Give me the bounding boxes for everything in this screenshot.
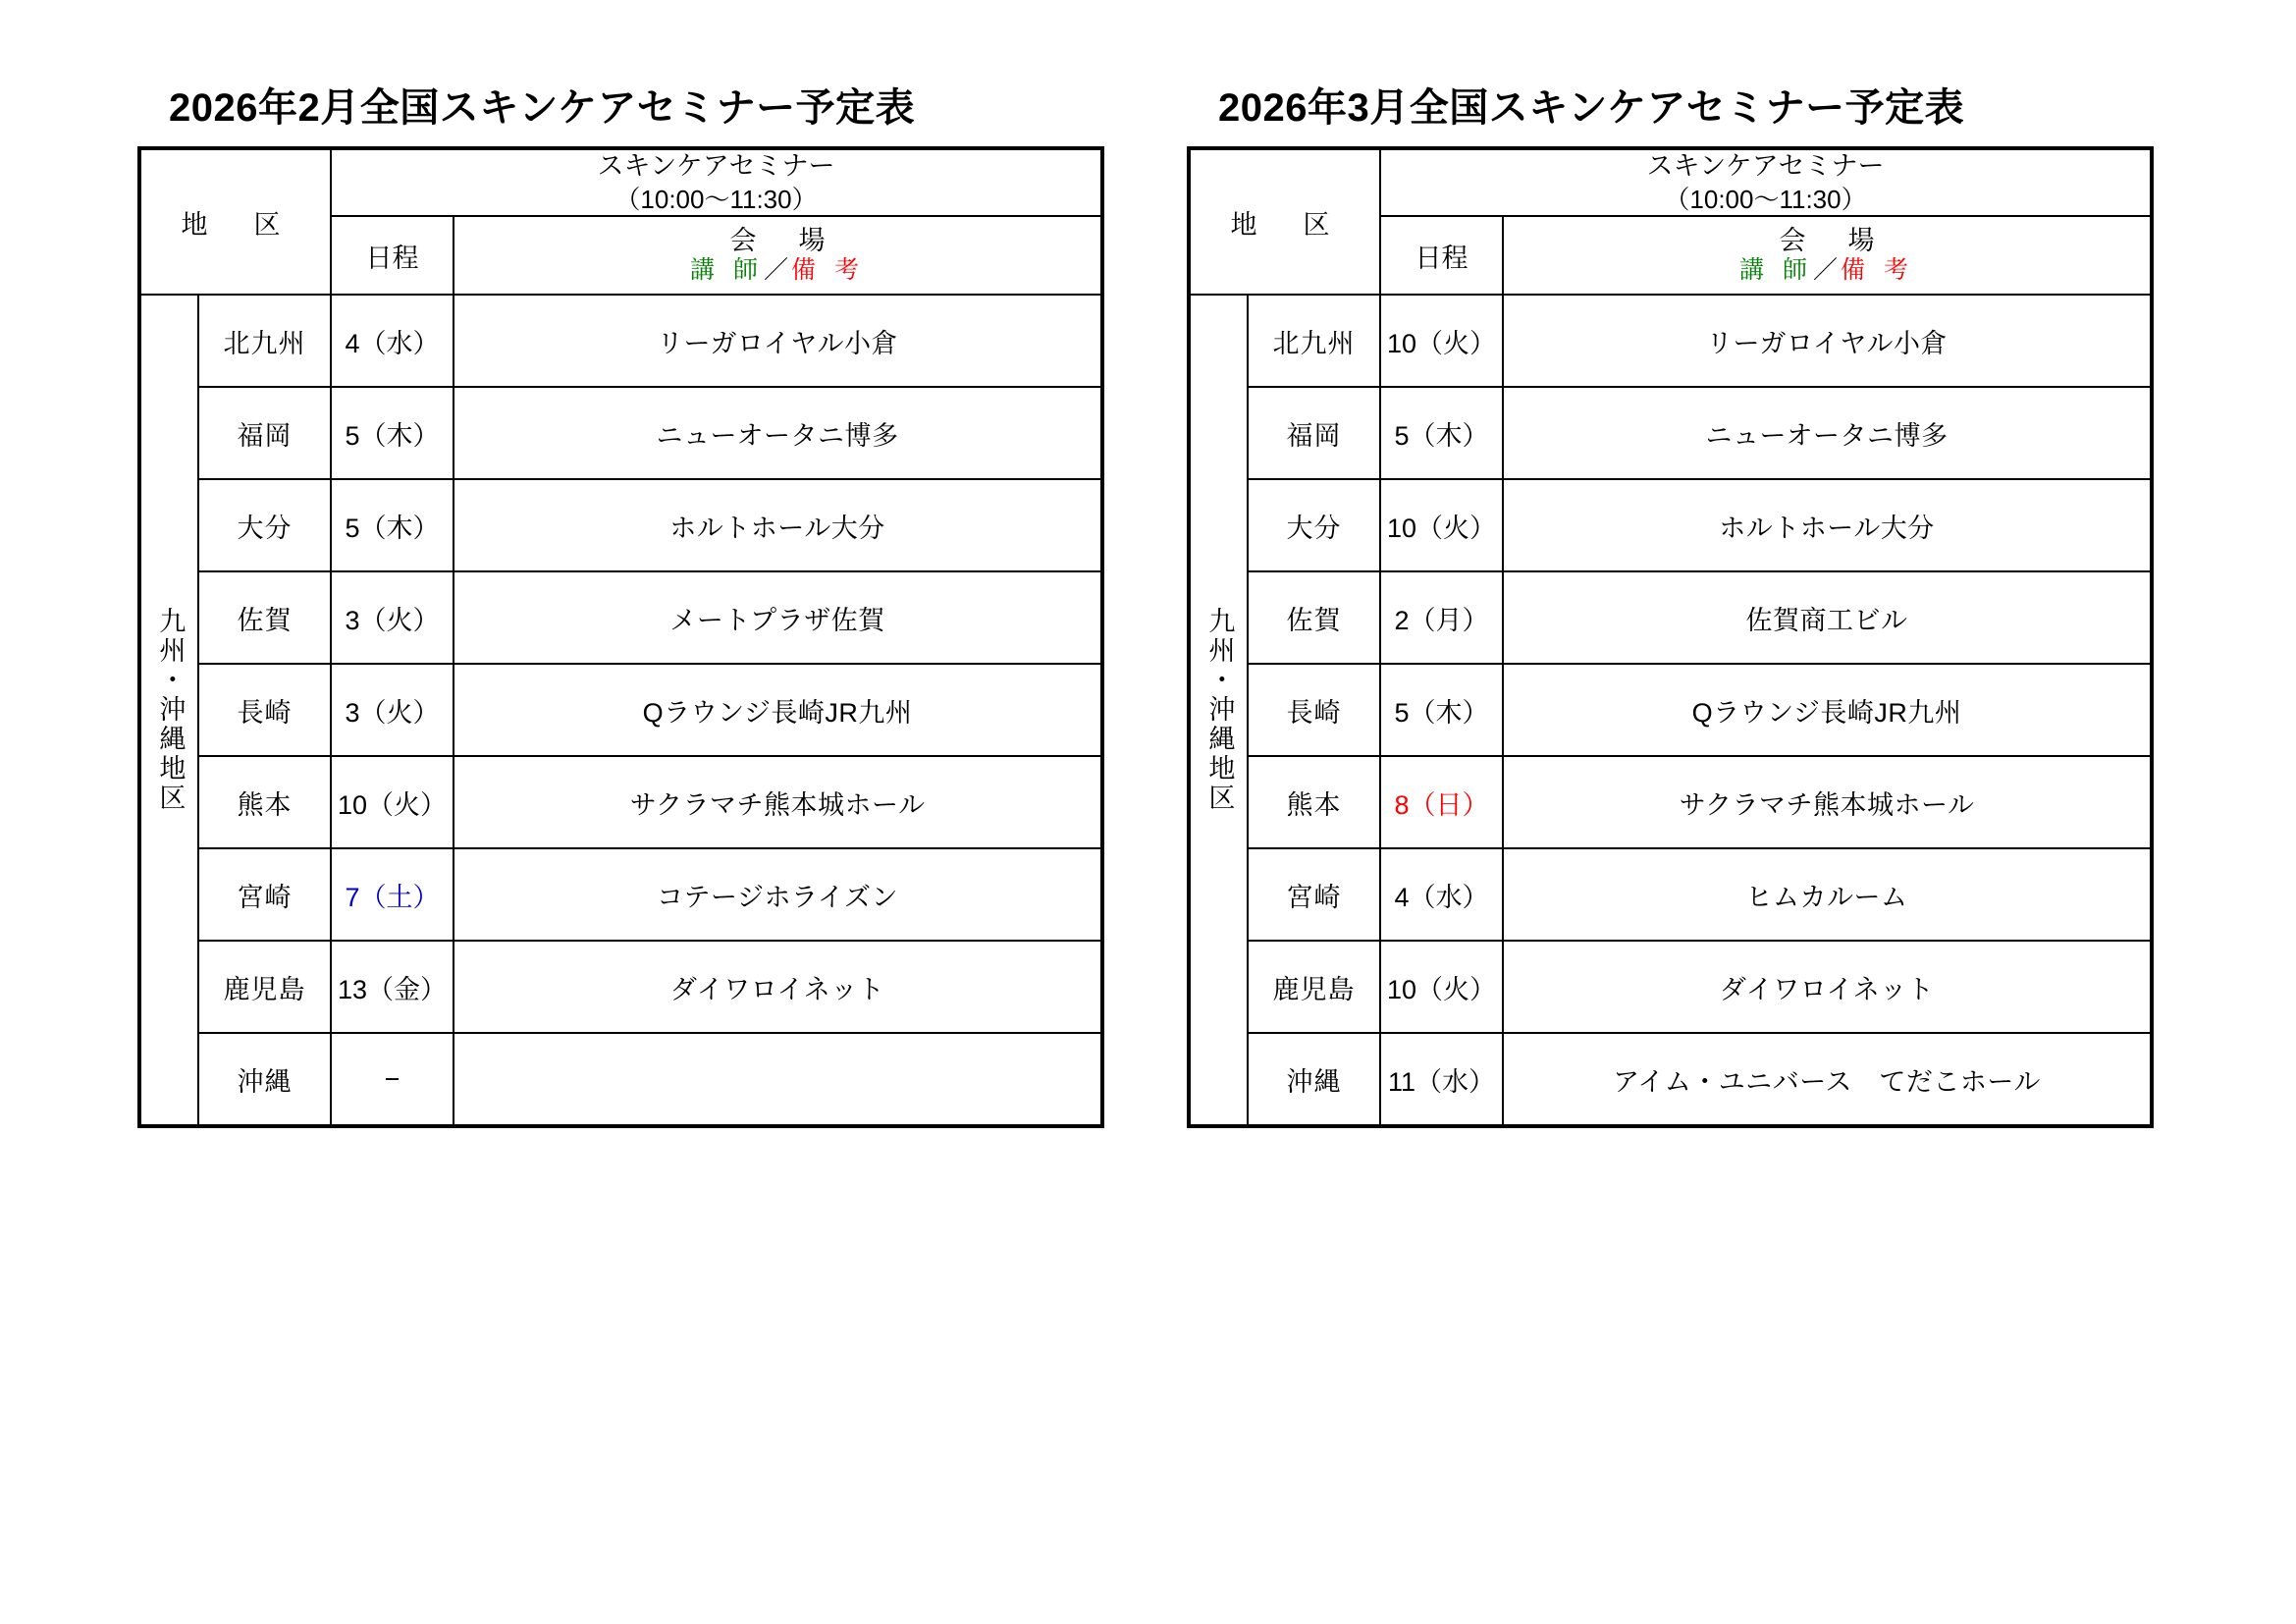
city-cell: 佐賀 [198, 571, 331, 664]
venue-cell: リーガロイヤル小倉 [1503, 295, 2152, 387]
table-row [139, 1033, 1102, 1126]
city-cell: 熊本 [1248, 756, 1380, 848]
header-seminar-title [1380, 148, 2152, 216]
header-region-label: 地 区 [1189, 148, 1380, 295]
schedule-table-february [137, 146, 1104, 1128]
table-row [139, 295, 1102, 387]
table-row [139, 387, 1102, 479]
city-cell: 沖縄 [1248, 1033, 1380, 1126]
table-row [1189, 848, 2152, 941]
header-date-label: 日程 [331, 216, 454, 295]
venue-cell: 佐賀商工ビル [1503, 571, 2152, 664]
table-row [139, 479, 1102, 571]
city-cell: 宮崎 [1248, 848, 1380, 941]
table-row [139, 848, 1102, 941]
header-note-instructor: 講 師 [1739, 256, 1813, 285]
date-cell: 4（水） [331, 295, 454, 387]
date-cell: − [331, 1033, 454, 1126]
date-cell: 10（火） [1380, 941, 1503, 1033]
date-cell: 10（火） [331, 756, 454, 848]
table-row [1189, 571, 2152, 664]
date-cell: 5（木） [1380, 664, 1503, 756]
venue-cell: ホルトホール大分 [454, 479, 1102, 571]
page-title-march: 2026年3月全国スキンケアセミナー予定表 [1218, 86, 1965, 130]
header-seminar-line1: スキンケアセミナー [1646, 151, 1885, 181]
header-venue-label [1503, 216, 2152, 295]
table-row [1189, 479, 2152, 571]
header-venue-title: 会 場 [1779, 225, 1883, 255]
schedule-block-february [137, 77, 1104, 1128]
venue-cell: Qラウンジ長崎JR九州 [1503, 664, 2152, 756]
header-note-instructor: 講 師 [690, 256, 764, 285]
city-cell: 熊本 [198, 756, 331, 848]
header-venue-note [1504, 256, 2150, 286]
venue-cell: コテージホライズン [454, 848, 1102, 941]
venue-cell: ダイワロイネット [454, 941, 1102, 1033]
venue-cell: アイム・ユニバース てだこホール [1503, 1033, 2152, 1126]
table-row [1189, 1033, 2152, 1126]
table-header-row [1189, 148, 2152, 216]
city-cell: 鹿児島 [1248, 941, 1380, 1033]
date-cell: 5（木） [1380, 387, 1503, 479]
header-note-remarks: 備 考 [1841, 256, 1914, 285]
header-venue-label [454, 216, 1102, 295]
table-row [139, 756, 1102, 848]
city-cell: 福岡 [1248, 387, 1380, 479]
date-cell: 13（金） [331, 941, 454, 1033]
city-cell: 長崎 [198, 664, 331, 756]
venue-cell: ニューオータニ博多 [1503, 387, 2152, 479]
header-seminar-line2: （10:00〜11:30） [614, 184, 818, 214]
table-row [139, 941, 1102, 1033]
date-cell: 5（木） [331, 387, 454, 479]
venue-cell: メートプラザ佐賀 [454, 571, 1102, 664]
venue-cell: ダイワロイネット [1503, 941, 2152, 1033]
venue-cell: Qラウンジ長崎JR九州 [454, 664, 1102, 756]
city-cell: 長崎 [1248, 664, 1380, 756]
city-cell: 宮崎 [198, 848, 331, 941]
venue-cell [454, 1033, 1102, 1126]
header-date-label: 日程 [1380, 216, 1503, 295]
date-cell: 11（水） [1380, 1033, 1503, 1126]
schedule-block-march [1187, 77, 2154, 1128]
header-note-slash: ／ [1813, 256, 1842, 285]
table-row [1189, 941, 2152, 1033]
table-header-row [139, 148, 1102, 216]
table-row [1189, 756, 2152, 848]
region-name-cell: 九州・沖縄地区 [1189, 295, 1248, 1126]
header-venue-note [454, 256, 1100, 286]
venue-cell: ホルトホール大分 [1503, 479, 2152, 571]
venue-cell: ヒムカルーム [1503, 848, 2152, 941]
table-row [1189, 295, 2152, 387]
table-row [1189, 664, 2152, 756]
header-venue-title: 会 場 [729, 225, 833, 255]
header-note-remarks: 備 考 [791, 256, 865, 285]
date-cell: 4（水） [1380, 848, 1503, 941]
table-row [139, 664, 1102, 756]
city-cell: 佐賀 [1248, 571, 1380, 664]
header-seminar-title [331, 148, 1102, 216]
city-cell: 沖縄 [198, 1033, 331, 1126]
header-region-label: 地 区 [139, 148, 331, 295]
date-cell: 3（火） [331, 571, 454, 664]
venue-cell: サクラマチ熊本城ホール [454, 756, 1102, 848]
venue-cell: リーガロイヤル小倉 [454, 295, 1102, 387]
venue-cell: ニューオータニ博多 [454, 387, 1102, 479]
venue-cell: サクラマチ熊本城ホール [1503, 756, 2152, 848]
city-cell: 大分 [1248, 479, 1380, 571]
table-row [139, 571, 1102, 664]
city-cell: 北九州 [1248, 295, 1380, 387]
schedule-table-march [1187, 146, 2154, 1128]
date-cell: 10（火） [1380, 479, 1503, 571]
region-name-cell: 九州・沖縄地区 [139, 295, 198, 1126]
date-cell: 3（火） [331, 664, 454, 756]
city-cell: 大分 [198, 479, 331, 571]
date-cell: 8（日） [1380, 756, 1503, 848]
date-cell: 5（木） [331, 479, 454, 571]
city-cell: 鹿児島 [198, 941, 331, 1033]
city-cell: 福岡 [198, 387, 331, 479]
header-note-slash: ／ [764, 256, 792, 285]
date-cell: 2（月） [1380, 571, 1503, 664]
table-row [1189, 387, 2152, 479]
city-cell: 北九州 [198, 295, 331, 387]
date-cell: 7（土） [331, 848, 454, 941]
header-seminar-line2: （10:00〜11:30） [1664, 184, 1867, 214]
header-seminar-line1: スキンケアセミナー [597, 151, 835, 181]
date-cell: 10（火） [1380, 295, 1503, 387]
page-title-february: 2026年2月全国スキンケアセミナー予定表 [169, 86, 916, 130]
